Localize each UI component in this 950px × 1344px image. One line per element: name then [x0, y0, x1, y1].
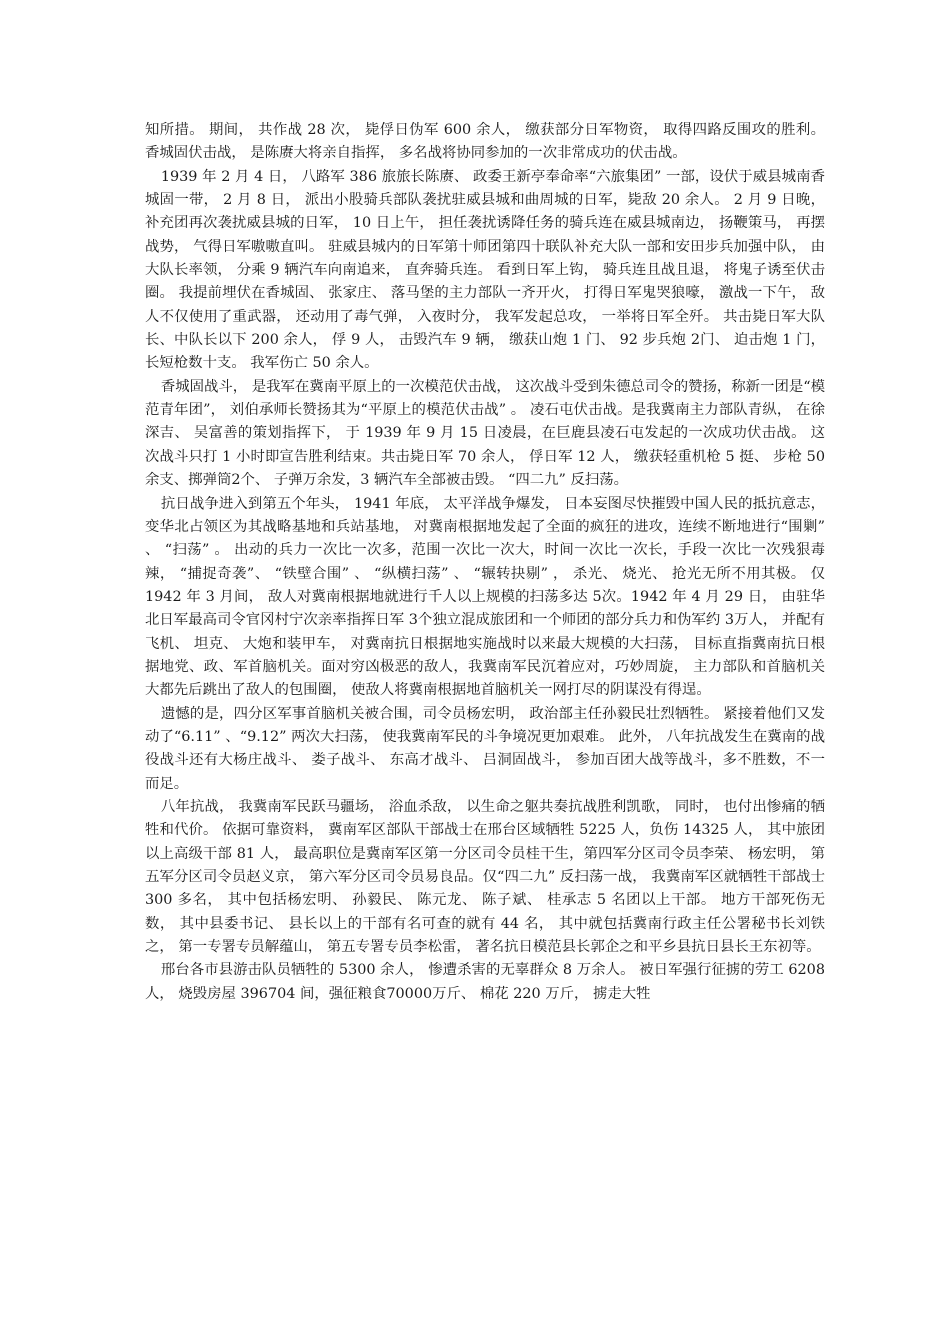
body-text	[145, 119, 825, 1006]
paragraph: 邢台各市县游击队员牺牲的 5300 余人， 惨遭杀害的无辜群众 8 万余人。 被日军强行征掳的劳工 6208 人， 烧毁房屋 396704 间，强征粮食70000万斤、 棉花 220 万斤， 掳走大牲	[145, 962, 825, 1002]
paragraph: 遗憾的是，四分区军事首脑机关被合围，司令员杨宏明， 政治部主任孙毅民壮烈牺牲。 紧接着他们又发动了“6.11” 、“9.12” 两次大扫荡， 使我冀南军民的斗争境况更加艰难。 此外， 八年抗战发生在冀南的战役战斗还有大杨庄战斗、 娄子战斗、 东高才战斗、 吕洞固战斗， 参加百团大战等战斗，多不胜数，不一而足。	[145, 705, 825, 792]
paragraph: 1939 年 2 月 4 日， 八路军 386 旅旅长陈赓、 政委王新亭奉命率“六旅集团” 一部，设伏于威县城南香城固一带， 2 月 8 日， 派出小股骑兵部队袭扰驻威县城和曲周城的日军，毙敌 20 余人。 2 月 9 日晚， 补充团再次袭扰威县城的日军， 10 日上午， 担任袭扰诱降任务的骑兵连在威县城南边， 扬鞭策马， 再摆战势， 气得日军嗷嗷直叫。 驻威县城内的日军第十师团第四十联队补充大队一部和安田步兵加强中队， 由大队长率领， 分乘 9 辆汽车向南追来， 直奔骑兵连。 看到日军上钩， 骑兵连且战且退， 将鬼子诱至伏击圈。 我提前埋伏在香城固、 张家庄、 落马堡的主力部队一齐开火， 打得日军鬼哭狼嚎， 激战一下午， 敌人不仅使用了重武器， 还动用了毒气弹， 入夜时分， 我军发起总攻， 一举将日军全歼。 共击毙日军大队长、中队长以下 200 余人， 俘 9 人， 击毁汽车 9 辆， 缴获山炮 1 门、 92 步兵炮 2门、 迫击炮 1 门， 长短枪数十支。 我军伤亡 50 余人。	[145, 168, 825, 372]
paragraph: 知所措。 期间， 共作战 28 次， 毙俘日伪军 600 余人， 缴获部分日军物资， 取得四路反围攻的胜利。 香城固伏击战， 是陈赓大将亲自指挥， 多名战将协同参加的一次非常成功的伏击战。	[145, 122, 825, 162]
paragraph: 八年抗战， 我冀南军民跃马疆场， 浴血杀敌， 以生命之躯共奏抗战胜利凯歌， 同时， 也付出惨痛的牺牲和代价。 依据可靠资料， 冀南军区部队干部战士在邢台区域牺牲 5225 人，负伤 14325 人， 其中旅团以上高级干部 81 人， 最高职位是冀南军区第一分区司令员桂干生，第四军分区司令员李荣、 杨宏明， 第五军分区司令员赵义京， 第六军分区司令员易良品。仅“四二九” 反扫荡一战， 我冀南军区就牺牲干部战士 300 多名， 其中包括杨宏明、 孙毅民、 陈元龙、 陈子斌、 桂承志 5 名团以上干部。 地方干部死伤无数， 其中县委书记、 县长以上的干部有名可查的就有 44 名， 其中就包括冀南行政主任公署秘书长刘铁之， 第一专署专员解蕴山， 第五专署专员李松雷， 著名抗日模范县长郭企之和平乡县抗日县长王东初等。	[145, 798, 825, 956]
paragraph: 抗日战争进入到第五个年头， 1941 年底， 太平洋战争爆发， 日本妄图尽快摧毁中国人民的抵抗意志， 变华北占领区为其战略基地和兵站基地， 对冀南根据地发起了全面的疯狂的进攻，连续不断地进行“围剿” 、 “扫荡” 。 出动的兵力一次比一次多，范围一次比一次大，时间一次比一次长，手段一次比一次残狠毒辣， “捕捉奇袭”、 “铁壁合围” 、 “纵横扫荡” 、 “辗转抉剔” ， 杀光、 烧光、 抢光无所不用其极。 仅 1942 年 3 月间， 敌人对冀南根据地就进行千人以上规模的扫荡多达 5次。1942 年 4 月 29 日， 由驻华北日军最高司令官冈村宁次亲率指挥日军 3个独立混成旅团和一个师团的部分兵力和伪军约 3万人， 并配有飞机、 坦克、 大炮和装甲车， 对冀南抗日根据地实施战时以来最大规模的大扫荡， 目标直指冀南抗日根据地党、政、军首脑机关。面对穷凶极恶的敌人，我冀南军民沉着应对，巧妙周旋， 主力部队和首脑机关大都先后跳出了敌人的包围圈， 使敌人将冀南根据地首脑机关一网打尽的阴谋没有得逞。	[145, 495, 825, 699]
paragraph: 香城固战斗， 是我军在冀南平原上的一次模范伏击战， 这次战斗受到朱德总司令的赞扬，称新一团是“模范青年团”， 刘伯承师长赞扬其为“平原上的模范伏击战” 。 凌石屯伏击战。是我冀南主力部队青纵， 在徐深吉、 吴富善的策划指挥下， 于 1939 年 9 月 15 日凌晨，在巨鹿县凌石屯发起的一次成功伏击战。 这次战斗只打 1 小时即宣告胜利结束。共击毙日军 70 余人， 俘日军 12 人， 缴获轻重机枪 5 挺、 步枪 50 余支、掷弹筒2个、 子弹万余发，3 辆汽车全部被击毁。 “四二九” 反扫荡。	[145, 378, 825, 489]
